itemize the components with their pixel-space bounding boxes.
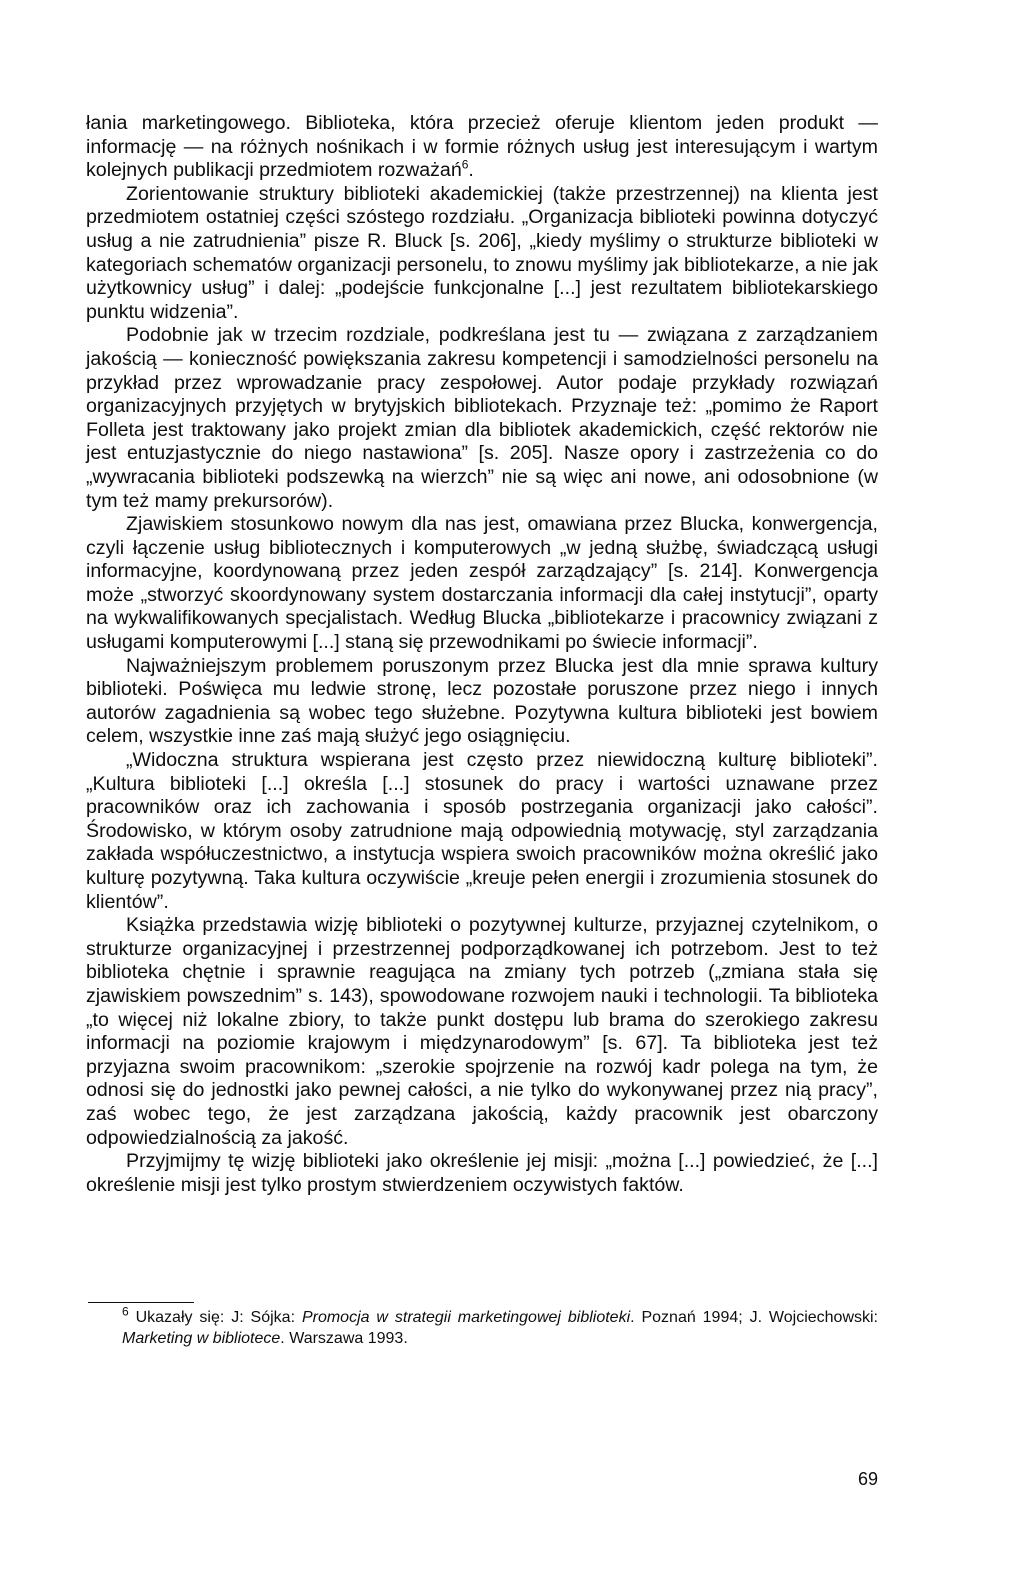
paragraph-7: Książka przedstawia wizję biblioteki o pozytywnej kulturze, przyjaznej czytelnikom, o strukturze organizacyjnej i przestrzennej podporządkowanej ich potrzebom. Jest to też biblioteka chętnie i sprawnie reagująca na zmiany tych potrzeb („zmiana stała się zjawiskiem powszednim” s. 143), spowodowane rozwojem nauki i technologii. Ta biblioteka „to więcej niż lokalne zbiory, to także punkt dostępu lub brama do szerokiego zakresu informacji na poziomie krajowym i międzynarodowym” [s. 67]. Ta biblioteka jest też przyjazna swoim pracownikom: „szerokie spojrzenie na rozwój kadr polega na tym, że odnosi się do jednostki jako pewnej całości, a nie tylko do wykonywanej przez nią pracy”, zaś wobec tego, że jest zarządzana jakością, każdy pracownik jest obarczony odpowiedzialnością za jakość. — [86, 914, 878, 1149]
body-text — [86, 112, 878, 1197]
footnote-reference: 6 — [461, 157, 469, 172]
page-number: 69 — [858, 1469, 879, 1489]
paragraph-4: Zjawiskiem stosunkowo nowym dla nas jest, omawiana przez Blucka, konwergencja, czyli łączenie usług bibliotecznych i komputerowych „w jedną służbę, świadczącą usługi informacyjne, koordynowaną przez jeden zespół zarządzający” [s. 214]. Konwergencja może „stworzyć skoordynowany system dostarczania informacji dla całej instytucji”, oparty na wykwalifikowanych specjalistach. Według Blucka „bibliotekarze i pracownicy związani z usługami komputerowymi [...] staną się przewodnikami po świecie informacji”. — [86, 513, 878, 654]
paragraph-1-end: . — [468, 159, 474, 182]
paragraph-3: Podobnie jak w trzecim rozdziale, podkreślana jest tu — związana z zarządzaniem jakością — konieczność powiększania zakresu kompetencji i samodzielności personelu na przykład przez wprowadzanie pracy zespołowej. Autor podaje przykłady rozwiązań organizacyjnych przyjętych w brytyjskich bibliotekach. Przyznaje też: „pomimo że Raport Folleta jest traktowany jako projekt zmian dla bibliotek akademickich, część rektorów nie jest entuzjastycznie do niego nastawiona” [s. 205]. Nasze opory i zastrzeżenia co do „wywracania biblioteki podszewką na wierzch” nie są więc ani nowe, ani odosobnione (w tym też mamy prekursorów). — [86, 324, 878, 512]
footnote-lead: Ukazały się: J: Sójka: — [128, 1309, 302, 1326]
footnote-title-2: Marketing w bibliotece — [122, 1330, 281, 1347]
footnote-title-1: Promocja w strategii marketingowej biblioteki — [301, 1309, 631, 1326]
paragraph-5: Najważniejszym problemem poruszonym przez Blucka jest dla mnie sprawa kultury biblioteki. Poświęca mu ledwie stronę, lecz pozostałe poruszone przez niego i innych autorów zagadnienia są wobec tego służebne. Pozytywna kultura biblioteki jest bowiem celem, wszystkie inne zaś mają służyć jego osiągnięciu. — [86, 654, 878, 748]
footnote-tail: . Warszawa 1993. — [280, 1330, 408, 1347]
footnote — [122, 1304, 879, 1349]
footnote-number: 6 — [122, 1304, 129, 1319]
paragraph-1 — [86, 112, 878, 183]
footnote-divider — [88, 1302, 194, 1303]
paragraph-6: „Widoczna struktura wspierana jest często przez niewidoczną kulturę biblioteki”. „Kultura biblioteki [...] określa [...] stosunek do pracy i wartości uznawane przez pracowników oraz ich zachowania i sposób postrzegania organizacji jako całości”. Środowisko, w którym osoby zatrudnione mają odpowiednią motywację, styl zarządzania zakłada współuczestnictwo, a instytucja wspiera swoich pracowników można określić jako kulturę pozytywną. Taka kultura oczywiście „kreuje pełen energii i zrozumienia stosunek do klientów”. — [86, 749, 878, 913]
footnote-mid: . Poznań 1994; J. Wojciechowski: — [630, 1309, 879, 1326]
paragraph-1-text: łania marketingowego. Biblioteka, która przecież oferuje klientom jeden produkt — informację — na różnych nośnikach i w formie różnych usług jest interesującym i wartym kolejnych publikacji przedmiotem rozważań — [86, 112, 878, 182]
paragraph-2: Zorientowanie struktury biblioteki akademickiej (także przestrzennej) na klienta jest przedmiotem ostatniej części szóstego rozdziału. „Organizacja biblioteki powinna dotyczyć usług a nie zatrudnienia” pisze R. Bluck [s. 206], „kiedy myślimy o strukturze biblioteki w kategoriach schematów organizacji personelu, to znowu myślimy jak bibliotekarze, a nie jak użytkownicy usług” i dalej: „podejście funkcjonalne [...] jest rezultatem bibliotekarskiego punktu widzenia”. — [86, 182, 878, 323]
paragraph-8: Przyjmijmy tę wizję biblioteki jako określenie jej misji: „można [...] powiedzieć, że [...] określenie misji jest tylko prostym stwierdzeniem oczywistych faktów. — [86, 1150, 878, 1196]
